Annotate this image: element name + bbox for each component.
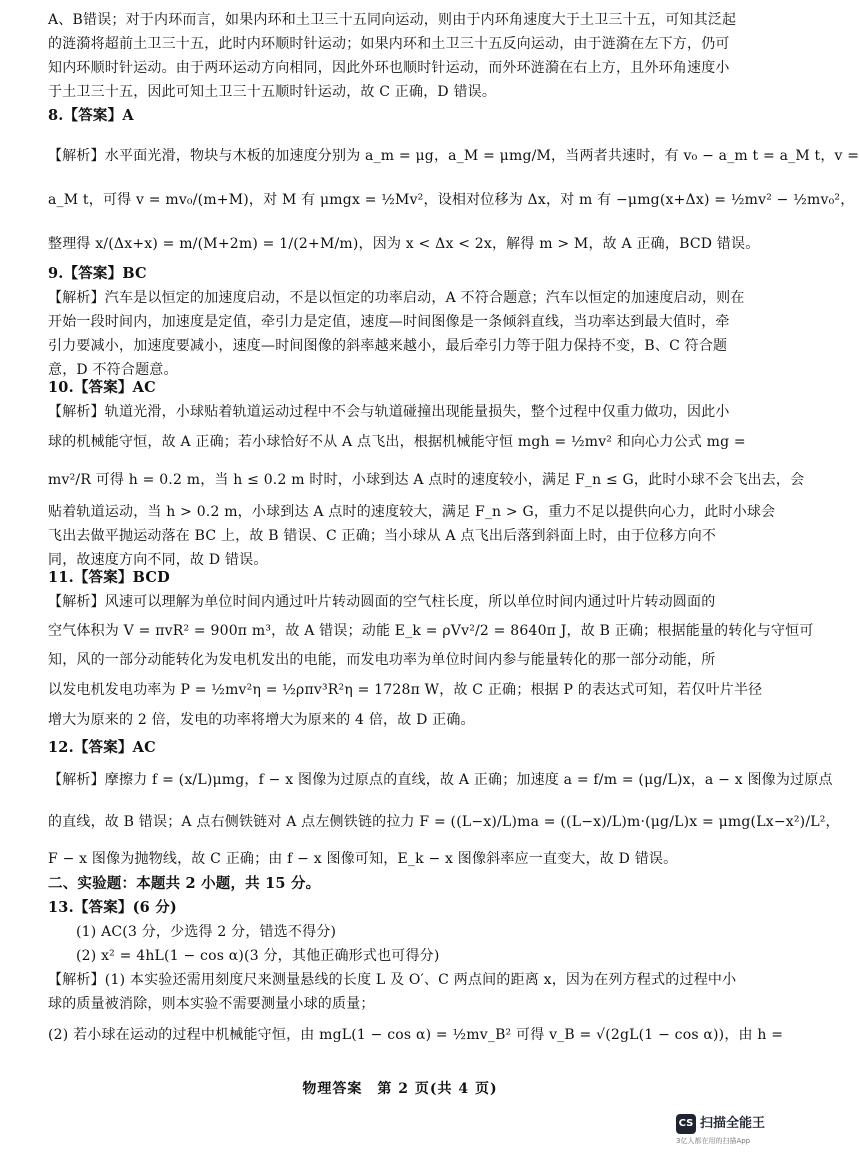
text-line: 的涟漪将超前土卫三十五，此时内环顺时针运动；如果内环和土卫三十五反向运动，由于涟漪在左下方，仍可: [48, 36, 730, 52]
text-line: F − x 图像为抛物线，故 C 正确；由 f − x 图像可知，E_k − x 图像斜率应一直变大，故 D 错误。: [48, 851, 678, 867]
text-line: 【解析】(1) 本实验还需用刻度尺来测量悬线的长度 L 及 O′、C 两点间的距离 x，因为在列方程式的过程中小: [48, 972, 737, 988]
text-line: 增大为原来的 2 倍，发电的功率将增大为原来的 4 倍，故 D 正确。: [48, 712, 475, 728]
text-line: 空气体积为 V = πvR² = 900π m³，故 A 错误；动能 E_k = ρVv²/2 = 8640π J，故 B 正确；根据能量的转化与守恒可: [48, 623, 814, 639]
answer-7-tail: [48, 8, 758, 104]
text-line: 引力要减小，加速度要减小，速度—时间图像的斜率越来越小，最后牵引力等于阻力保持不变，B、C 符合题: [48, 338, 728, 354]
text-line: 【解析】轨道光滑，小球贴着轨道运动过程中不会与轨道碰撞出现能量损失，整个过程中仅重力做功，因此小: [48, 404, 730, 420]
text-line: 【解析】汽车是以恒定的加速度启动，不是以恒定的功率启动，A 不符合题意；汽车以恒定的加速度启动，则在: [48, 290, 745, 306]
answer-8: [48, 104, 758, 128]
text-line: (1) AC(3 分，少选得 2 分，错选不得分): [76, 924, 337, 940]
text-line: 球的质量被消除，则本实验不需要测量小球的质量；: [48, 996, 375, 1012]
answer-9: [48, 262, 758, 382]
text-line: 意，D 不符合题意。: [48, 362, 178, 378]
answer-10-header: 10.【答案】AC: [48, 379, 156, 396]
scanner-watermark: [676, 1112, 786, 1152]
answer-10: [48, 376, 805, 572]
answer-11-header: 11.【答案】BCD: [48, 569, 170, 586]
answer-8-header: 8.【答案】A: [48, 107, 134, 124]
section-2-heading: [48, 872, 758, 896]
section-title: 二、实验题：本题共 2 小题，共 15 分。: [48, 875, 321, 892]
answer-13-header: 13.【答案】(6 分): [48, 899, 177, 916]
page-footer: 物理答案 第 2 页(共 4 页): [302, 1081, 498, 1097]
text-line: 贴着轨道运动，当 h > 0.2 m，小球到达 A 点时的速度较大，满足 F_n > G，重力不足以提供向心力，此时小球会: [48, 504, 776, 520]
answer-12: [48, 736, 840, 874]
text-line: 球的机械能守恒，故 A 正确；若小球恰好不从 A 点飞出，根据机械能守恒 mgh = ½mv² 和向心力公式 mg =: [48, 434, 746, 450]
text-line: 【解析】风速可以理解为单位时间内通过叶片转动圆面的空气柱长度，所以单位时间内通过叶片转动圆面的: [48, 594, 716, 610]
answer-13: [48, 896, 784, 1054]
text-line: 同，故速度方向不同，故 D 错误。: [48, 552, 268, 568]
text-line: 整理得 x/(Δx+x) = m/(M+2m) = 1/(2+M/m)，因为 x < Δx < 2x，解得 m > M，故 A 正确，BCD 错误。: [48, 236, 760, 252]
camscanner-logo-icon: CS: [676, 1114, 696, 1134]
text-line: 知内环顺时针运动。由于两环运动方向相同，因此外环也顺时针运动，而外环涟漪在右上方，且外环角速度小: [48, 60, 730, 76]
text-line: A、B错误；对于内环而言，如果内环和土卫三十五同向运动，则由于内环角速度大于土卫三十五，可知其泛起: [48, 12, 737, 28]
text-line: (2) 若小球在运动的过程中机械能守恒，由 mgL(1 − cos α) = ½mv_B² 可得 v_B = √(2gL(1 − cos α))，由 h =: [48, 1027, 784, 1043]
text-line: 飞出去做平抛运动落在 BC 上，故 B 错误、C 正确；当小球从 A 点飞出后落到斜面上时，由于位移方向不: [48, 528, 717, 544]
analysis-8: [48, 134, 859, 266]
answer-12-header: 12.【答案】AC: [48, 739, 156, 756]
text-line: 于土卫三十五，因此可知土卫三十五顺时针运动，故 C 正确，D 错误。: [48, 84, 497, 100]
watermark-subtitle: 3亿人都在用的扫描App: [676, 1137, 751, 1145]
answer-11: [48, 566, 814, 732]
text-line: mv²/R 可得 h = 0.2 m，当 h ≤ 0.2 m 时时，小球到达 A 点时的速度较小，满足 F_n ≤ G，此时小球不会飞出去，会: [48, 472, 805, 488]
text-line: 的直线，故 B 错误；A 点右侧铁链对 A 点左侧铁链的拉力 F = ((L−x)/L)ma = ((L−x)/L)m·(μg/L)x = μmg(Lx−x²)/L²，: [48, 814, 840, 830]
answer-9-header: 9.【答案】BC: [48, 265, 147, 282]
text-line: 开始一段时间内，加速度是定值，牵引力是定值，速度—时间图像是一条倾斜直线，当功率达到最大值时，牵: [48, 314, 730, 330]
text-line: 知，风的一部分动能转化为发电机发出的电能，而发电功率为单位时间内参与能量转化的那一部分动能，所: [48, 652, 716, 668]
text-line: a_M t，可得 v = mv₀/(m+M)，对 M 有 μmgx = ½Mv²，设相对位移为 Δx，对 m 有 −μmg(x+Δx) = ½mv² − ½mv₀²，: [48, 192, 855, 208]
watermark-name: 扫描全能王: [700, 1116, 766, 1131]
text-line: 【解析】摩擦力 f = (x/L)μmg，f − x 图像为过原点的直线，故 A 正确；加速度 a = f/m = (μg/L)x，a − x 图像为过原点: [48, 772, 833, 788]
text-line: (2) x² = 4hL(1 − cos α)(3 分，其他正确形式也可得分): [76, 948, 440, 964]
text-line: 以发电机发电功率为 P = ½mv²η = ½ρπv³R²η = 1728π W，故 C 正确；根据 P 的表达式可知，若仅叶片半径: [48, 682, 763, 698]
text-line: 【解析】水平面光滑，物块与木板的加速度分别为 a_m = μg，a_M = μmg/M，当两者共速时，有 v₀ − a_m t = a_M t，v =: [48, 148, 859, 164]
